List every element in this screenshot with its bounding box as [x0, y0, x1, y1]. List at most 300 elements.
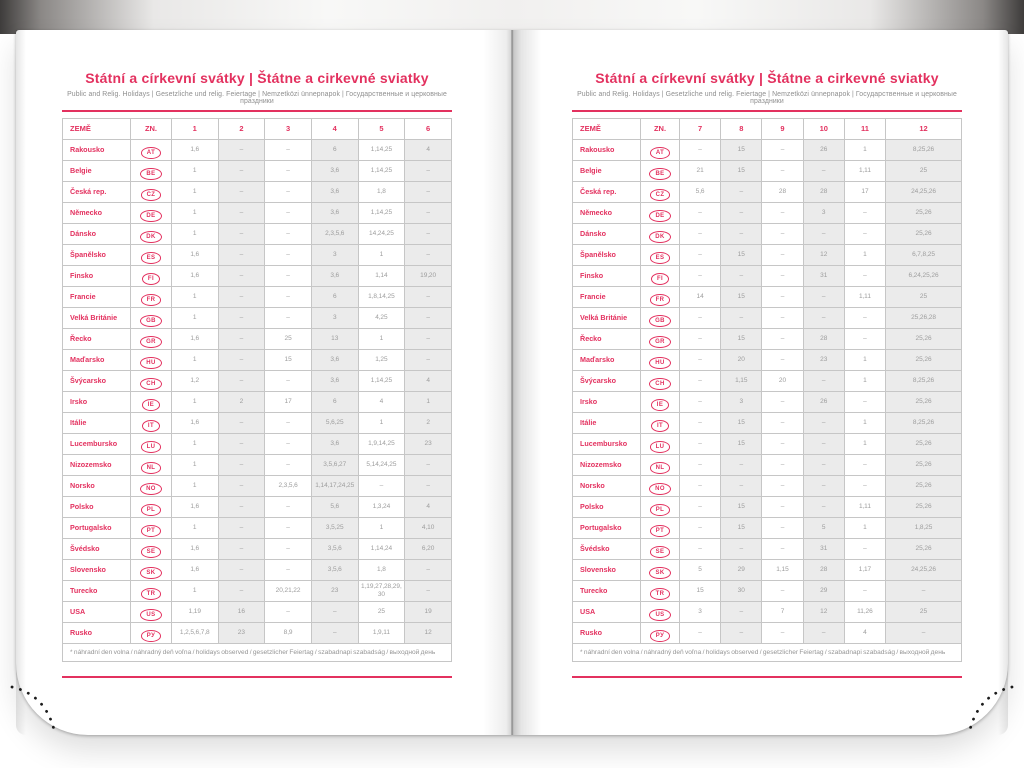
holiday-cell: 1	[171, 433, 218, 454]
holiday-cell: 15	[721, 412, 762, 433]
holiday-cell: 1, 8, 25	[886, 517, 962, 538]
holiday-cell: 1	[358, 412, 405, 433]
country-cell: Lucembursko	[63, 433, 131, 454]
country-code-badge: LU	[141, 441, 162, 453]
code-cell	[131, 391, 172, 412]
table-row	[63, 391, 452, 412]
country-cell: Dánsko	[63, 223, 131, 244]
country-cell: Lucembursko	[573, 433, 641, 454]
code-cell	[131, 265, 172, 286]
holiday-cell: –	[218, 412, 265, 433]
code-cell	[641, 202, 680, 223]
holiday-cell: –	[762, 202, 803, 223]
code-cell	[131, 433, 172, 454]
holiday-cell: –	[679, 391, 720, 412]
holiday-cell: 1, 14, 25	[358, 160, 405, 181]
table-row	[63, 433, 452, 454]
holiday-cell: 1	[844, 349, 885, 370]
holiday-cell: 3	[721, 391, 762, 412]
country-cell: Slovensko	[63, 559, 131, 580]
footnote: * náhradní den volna / náhradný deň voľna / holidays observed / gesetzlicher Feiertag / szabadnapi szabadság / выходной день	[63, 643, 452, 661]
holiday-cell: –	[844, 307, 885, 328]
holiday-cell: –	[265, 496, 312, 517]
holiday-cell: –	[803, 370, 844, 391]
country-code-badge: NO	[140, 483, 162, 495]
holiday-cell: –	[358, 475, 405, 496]
country-code-badge: IE	[651, 399, 669, 411]
holiday-cell: –	[803, 622, 844, 643]
holiday-cell: 1	[171, 517, 218, 538]
code-cell	[641, 286, 680, 307]
holiday-cell: 3, 6	[311, 265, 358, 286]
holiday-cell: –	[265, 517, 312, 538]
holiday-cell: 1	[844, 517, 885, 538]
country-column-header: ZEMĚ	[63, 118, 131, 139]
holiday-cell: –	[218, 307, 265, 328]
holiday-cell: 28	[803, 328, 844, 349]
holiday-cell: 6	[311, 139, 358, 160]
country-cell: Norsko	[573, 475, 641, 496]
holiday-cell: 29	[721, 559, 762, 580]
holiday-cell: 3, 5, 6	[311, 538, 358, 559]
holiday-cell: –	[405, 181, 452, 202]
country-code-badge: AT	[650, 147, 670, 159]
holiday-cell: 1, 15	[721, 370, 762, 391]
holiday-cell: 3, 5, 6	[311, 559, 358, 580]
footer-rule	[572, 676, 962, 678]
holiday-cell: 5	[679, 559, 720, 580]
code-cell	[641, 538, 680, 559]
holiday-cell: 1, 6	[171, 538, 218, 559]
holiday-cell: –	[679, 139, 720, 160]
table-row	[573, 622, 962, 643]
holiday-cell: 25, 26	[886, 349, 962, 370]
table-row	[63, 475, 452, 496]
holiday-cell: –	[218, 454, 265, 475]
month-column-header: 12	[886, 118, 962, 139]
code-cell	[131, 181, 172, 202]
holiday-cell: 4	[358, 391, 405, 412]
page-left	[62, 70, 452, 678]
footnote-row	[573, 643, 962, 661]
holiday-cell: 1, 19	[171, 601, 218, 622]
holiday-cell: 1	[171, 580, 218, 601]
country-cell: Francie	[573, 286, 641, 307]
country-code-badge: CZ	[141, 189, 162, 201]
holiday-cell: –	[218, 223, 265, 244]
holiday-cell: 1	[844, 244, 885, 265]
holiday-cell: –	[218, 202, 265, 223]
holiday-cell: 14	[679, 286, 720, 307]
holiday-cell: 1, 6	[171, 139, 218, 160]
holiday-cell: 1, 6	[171, 496, 218, 517]
holiday-cell: 1, 8	[358, 181, 405, 202]
holiday-cell: 1	[171, 181, 218, 202]
country-code-badge: FI	[651, 273, 669, 285]
holiday-cell: –	[803, 307, 844, 328]
holiday-cell: –	[679, 349, 720, 370]
holiday-cell: –	[405, 286, 452, 307]
table-row	[63, 307, 452, 328]
holiday-cell: –	[218, 538, 265, 559]
holiday-cell: 3, 6	[311, 160, 358, 181]
country-code-badge: РУ	[650, 630, 670, 642]
country-cell: Turecko	[63, 580, 131, 601]
holiday-cell: 23	[803, 349, 844, 370]
holiday-cell: –	[265, 160, 312, 181]
country-code-badge: FR	[141, 294, 162, 306]
table-row	[63, 244, 452, 265]
country-cell: Finsko	[573, 265, 641, 286]
holiday-cell: –	[265, 202, 312, 223]
code-cell	[641, 454, 680, 475]
holiday-cell: 1	[171, 349, 218, 370]
table-header-row	[573, 118, 962, 139]
country-code-badge: SK	[140, 567, 161, 579]
holiday-cell: –	[218, 370, 265, 391]
holiday-cell: 29	[803, 580, 844, 601]
holiday-cell: 16	[218, 601, 265, 622]
holiday-cell: –	[762, 265, 803, 286]
table-row	[573, 349, 962, 370]
country-cell: Rakousko	[573, 139, 641, 160]
holiday-cell: 8, 25, 26	[886, 412, 962, 433]
holiday-cell: 20, 21, 22	[265, 580, 312, 601]
holiday-cell: 24, 25, 26	[886, 559, 962, 580]
holiday-cell: 1, 8	[358, 559, 405, 580]
table-row	[573, 265, 962, 286]
table-row	[63, 202, 452, 223]
holiday-cell: 1, 14, 17, 24, 25	[311, 475, 358, 496]
country-cell: Turecko	[573, 580, 641, 601]
holiday-cell: 25, 26	[886, 475, 962, 496]
month-column-header: 1	[171, 118, 218, 139]
holiday-cell: 15	[265, 349, 312, 370]
country-code-badge: DK	[649, 231, 670, 243]
country-cell: Maďarsko	[573, 349, 641, 370]
month-column-header: 8	[721, 118, 762, 139]
country-cell: USA	[573, 601, 641, 622]
holiday-cell: 3	[311, 244, 358, 265]
holiday-cell: –	[405, 580, 452, 601]
holiday-cell: 1	[844, 370, 885, 391]
month-column-header: 3	[265, 118, 312, 139]
holiday-cell: 1, 6	[171, 328, 218, 349]
holiday-cell: –	[679, 412, 720, 433]
holiday-cell: –	[218, 328, 265, 349]
holiday-cell: –	[265, 412, 312, 433]
code-cell	[641, 307, 680, 328]
holiday-cell: 1	[844, 412, 885, 433]
holiday-cell: –	[405, 202, 452, 223]
holiday-cell: –	[679, 265, 720, 286]
holiday-cell: 15	[721, 433, 762, 454]
holiday-cell: 1, 15	[762, 559, 803, 580]
holiday-cell: –	[405, 223, 452, 244]
country-cell: Itálie	[63, 412, 131, 433]
holiday-cell: –	[218, 475, 265, 496]
holiday-cell: –	[721, 454, 762, 475]
holiday-cell: –	[886, 622, 962, 643]
code-cell	[131, 160, 172, 181]
holiday-cell: –	[762, 496, 803, 517]
holiday-cell: 25, 26	[886, 223, 962, 244]
holiday-cell: –	[762, 328, 803, 349]
holiday-cell: 1, 25	[358, 349, 405, 370]
holiday-cell: 12	[803, 601, 844, 622]
holiday-cell: 20	[721, 349, 762, 370]
holiday-cell: –	[265, 139, 312, 160]
code-cell	[131, 622, 172, 643]
holiday-table-left	[62, 118, 452, 662]
table-row	[63, 559, 452, 580]
page-subtitle: Public and Relig. Holidays | Gesetzliche und relig. Feiertage | Nemzetközi ünnepnapok | Государственные и церковные праздники	[67, 90, 447, 105]
page-title: Státní a církevní svátky | Štátne a cirkevné sviatky	[595, 70, 939, 86]
holiday-cell: –	[762, 433, 803, 454]
holiday-cell: 1, 11	[844, 286, 885, 307]
holiday-cell: –	[844, 265, 885, 286]
country-cell: Švýcarsko	[63, 370, 131, 391]
country-code-badge: BE	[649, 168, 670, 180]
holiday-cell: 1, 9, 11	[358, 622, 405, 643]
holiday-cell: 15	[721, 517, 762, 538]
country-code-badge: TR	[141, 588, 162, 600]
holiday-cell: 1, 14, 25	[358, 370, 405, 391]
holiday-cell: –	[679, 202, 720, 223]
country-cell: Česká rep.	[573, 181, 641, 202]
table-row	[573, 538, 962, 559]
table-row	[573, 307, 962, 328]
country-cell: Rusko	[63, 622, 131, 643]
holiday-cell: –	[679, 538, 720, 559]
holiday-cell: 6, 20	[405, 538, 452, 559]
holiday-cell: 24, 25, 26	[886, 181, 962, 202]
holiday-cell: 6	[311, 286, 358, 307]
holiday-cell: 19	[405, 601, 452, 622]
holiday-cell: 25, 26	[886, 433, 962, 454]
month-column-header: 10	[803, 118, 844, 139]
holiday-cell: 1	[171, 160, 218, 181]
holiday-cell: 23	[218, 622, 265, 643]
country-cell: Řecko	[63, 328, 131, 349]
holiday-cell: 1	[171, 391, 218, 412]
holiday-cell: 5, 14, 24, 25	[358, 454, 405, 475]
holiday-cell: –	[803, 412, 844, 433]
holiday-cell: 1, 14, 25	[358, 202, 405, 223]
holiday-table-right	[572, 118, 962, 662]
holiday-cell: 11, 26	[844, 601, 885, 622]
holiday-cell: 25, 26	[886, 202, 962, 223]
country-code-badge: HU	[140, 357, 161, 369]
table-row	[573, 181, 962, 202]
holiday-cell: –	[679, 370, 720, 391]
table-row	[63, 139, 452, 160]
holiday-cell: 28	[762, 181, 803, 202]
table-row	[63, 286, 452, 307]
country-code-badge: GR	[649, 336, 671, 348]
holiday-cell: –	[265, 244, 312, 265]
country-code-badge: NL	[650, 462, 671, 474]
holiday-cell: 2	[405, 412, 452, 433]
code-cell	[641, 181, 680, 202]
country-cell: Švýcarsko	[573, 370, 641, 391]
holiday-cell: –	[405, 349, 452, 370]
month-column-header: 11	[844, 118, 885, 139]
holiday-cell: –	[844, 538, 885, 559]
table-row	[63, 181, 452, 202]
holiday-cell: 26	[803, 139, 844, 160]
holiday-cell: 25, 26	[886, 391, 962, 412]
holiday-cell: –	[844, 223, 885, 244]
holiday-cell: 25, 26	[886, 538, 962, 559]
code-cell	[641, 580, 680, 601]
holiday-cell: 26	[803, 391, 844, 412]
country-code-badge: PL	[141, 504, 161, 516]
holiday-cell: 15	[721, 496, 762, 517]
code-cell	[131, 286, 172, 307]
holiday-cell: 3	[679, 601, 720, 622]
holiday-cell: –	[218, 517, 265, 538]
table-row	[573, 391, 962, 412]
table-row	[63, 349, 452, 370]
header-rule	[572, 110, 962, 112]
country-code-badge: FI	[142, 273, 160, 285]
code-cell	[131, 412, 172, 433]
holiday-cell: –	[762, 517, 803, 538]
holiday-cell: –	[844, 328, 885, 349]
holiday-cell: –	[803, 223, 844, 244]
holiday-cell: 1, 2	[171, 370, 218, 391]
page-right	[572, 70, 962, 678]
holiday-cell: –	[721, 265, 762, 286]
holiday-cell: –	[679, 223, 720, 244]
holiday-cell: 1, 6	[171, 559, 218, 580]
country-code-badge: РУ	[141, 630, 161, 642]
holiday-cell: 25, 26	[886, 496, 962, 517]
code-cell	[131, 538, 172, 559]
holiday-cell: 1, 14	[358, 265, 405, 286]
country-cell: Španělsko	[573, 244, 641, 265]
holiday-cell: 15	[721, 139, 762, 160]
country-cell: Německo	[63, 202, 131, 223]
holiday-cell: 1	[358, 517, 405, 538]
holiday-cell: –	[405, 307, 452, 328]
holiday-cell: 6, 24, 25, 26	[886, 265, 962, 286]
holiday-cell: 1	[405, 391, 452, 412]
country-code-badge: TR	[650, 588, 671, 600]
month-column-header: 4	[311, 118, 358, 139]
country-cell: Belgie	[573, 160, 641, 181]
country-cell: Nizozemsko	[573, 454, 641, 475]
holiday-cell: 2, 3, 5, 6	[311, 223, 358, 244]
holiday-cell: 13	[311, 328, 358, 349]
country-code-badge: IE	[142, 399, 160, 411]
country-code-badge: DE	[140, 210, 161, 222]
code-cell	[131, 580, 172, 601]
table-row	[573, 433, 962, 454]
table-row	[63, 265, 452, 286]
holiday-cell: –	[886, 580, 962, 601]
holiday-cell: 1	[171, 454, 218, 475]
holiday-cell: 19, 20	[405, 265, 452, 286]
country-cell: Irsko	[63, 391, 131, 412]
code-cell	[641, 160, 680, 181]
holiday-cell: –	[265, 559, 312, 580]
table-row	[63, 580, 452, 601]
table-row	[573, 202, 962, 223]
country-cell: Švédsko	[63, 538, 131, 559]
holiday-cell: –	[405, 559, 452, 580]
code-cell	[641, 328, 680, 349]
holiday-cell: 3, 6	[311, 349, 358, 370]
holiday-cell: 1	[171, 202, 218, 223]
holiday-cell: 1, 11	[844, 160, 885, 181]
holiday-cell: –	[679, 622, 720, 643]
holiday-cell: –	[803, 475, 844, 496]
table-row	[573, 286, 962, 307]
holiday-cell: –	[721, 307, 762, 328]
holiday-cell: 5, 6	[311, 496, 358, 517]
holiday-cell: 25	[358, 601, 405, 622]
holiday-cell: 4, 10	[405, 517, 452, 538]
holiday-cell: 23	[405, 433, 452, 454]
table-row	[573, 223, 962, 244]
country-cell: Česká rep.	[63, 181, 131, 202]
holiday-cell: 23	[311, 580, 358, 601]
holiday-cell: –	[803, 496, 844, 517]
holiday-cell: 2	[218, 391, 265, 412]
code-cell	[131, 244, 172, 265]
country-column-header: ZEMĚ	[573, 118, 641, 139]
month-column-header: 9	[762, 118, 803, 139]
holiday-cell: –	[265, 433, 312, 454]
table-row	[63, 517, 452, 538]
holiday-cell: –	[218, 160, 265, 181]
holiday-cell: –	[762, 580, 803, 601]
holiday-cell: 1, 14, 24	[358, 538, 405, 559]
holiday-cell: 30	[721, 580, 762, 601]
code-cell	[131, 202, 172, 223]
country-cell: Finsko	[63, 265, 131, 286]
holiday-cell: 6	[311, 391, 358, 412]
code-cell	[131, 601, 172, 622]
holiday-cell: 1	[844, 139, 885, 160]
country-cell: Dánsko	[573, 223, 641, 244]
holiday-cell: –	[265, 286, 312, 307]
holiday-cell: –	[218, 181, 265, 202]
country-cell: Norsko	[63, 475, 131, 496]
footnote-row	[63, 643, 452, 661]
holiday-cell: –	[265, 538, 312, 559]
holiday-cell: 3, 6	[311, 433, 358, 454]
month-column-header: 7	[679, 118, 720, 139]
holiday-cell: 1	[844, 433, 885, 454]
table-row	[63, 538, 452, 559]
holiday-cell: –	[218, 286, 265, 307]
country-code-badge: GB	[649, 315, 671, 327]
holiday-cell: –	[265, 223, 312, 244]
code-cell	[641, 412, 680, 433]
holiday-cell: –	[721, 475, 762, 496]
holiday-cell: 15	[721, 328, 762, 349]
holiday-cell: –	[679, 433, 720, 454]
holiday-cell: –	[218, 265, 265, 286]
holiday-cell: –	[218, 580, 265, 601]
holiday-cell: 31	[803, 265, 844, 286]
holiday-cell: 4, 25	[358, 307, 405, 328]
holiday-cell: –	[721, 538, 762, 559]
country-cell: Španělsko	[63, 244, 131, 265]
